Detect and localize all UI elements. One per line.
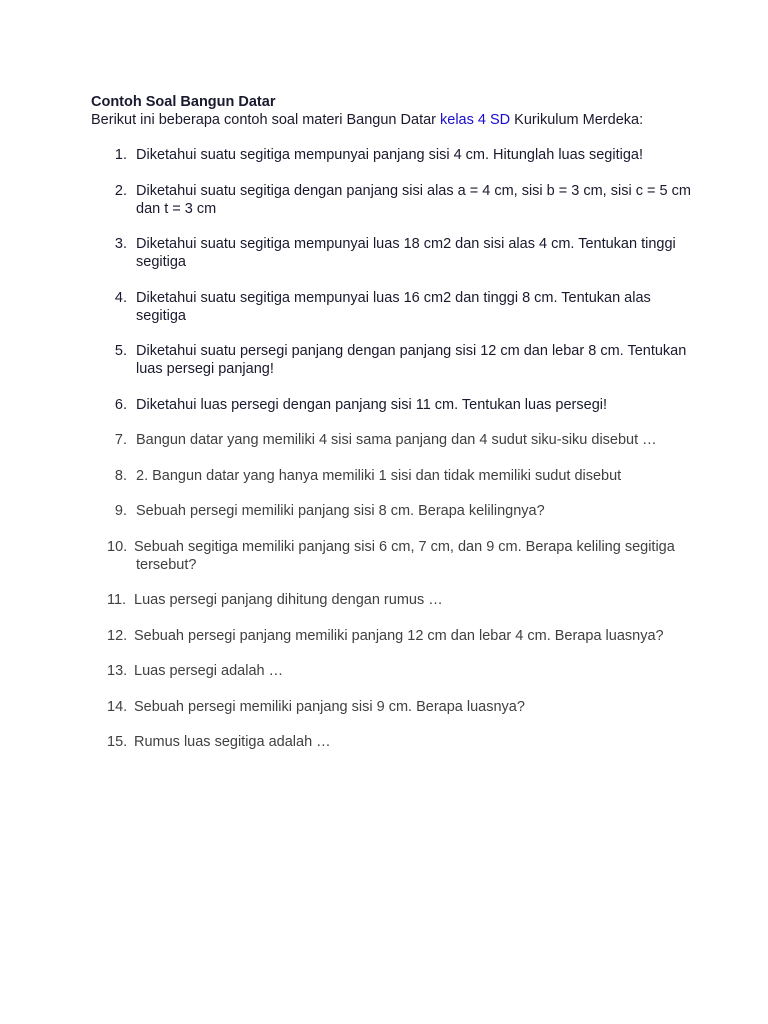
- list-item: [91, 502, 691, 520]
- list-item: [91, 627, 691, 645]
- document-page: [91, 93, 691, 769]
- item-text: Sebuah persegi memiliki panjang sisi 9 cm. Berapa luasnya?: [134, 698, 525, 715]
- list-item: [91, 591, 691, 609]
- list-item: [91, 235, 691, 271]
- item-text: Luas persegi panjang dihitung dengan rumus …: [134, 592, 443, 608]
- item-text: Bangun datar yang memiliki 4 sisi sama panjang dan 4 sudut siku-siku disebut …: [136, 432, 657, 448]
- list-item: [91, 538, 691, 574]
- item-number: 8.: [114, 467, 127, 484]
- item-text: Diketahui suatu segitiga mempunyai panjang sisi 4 cm. Hitunglah luas segitiga!: [136, 147, 643, 163]
- list-item: [91, 467, 691, 485]
- item-number: 3.: [114, 236, 127, 252]
- item-number: 10.: [107, 538, 128, 555]
- item-text: Sebuah persegi memiliki panjang sisi 8 cm. Berapa kelilingnya?: [136, 503, 545, 519]
- list-item: [91, 662, 691, 680]
- item-text: Diketahui suatu segitiga mempunyai luas 16 cm2 dan tinggi 8 cm. Tentukan alas segitiga: [136, 289, 651, 324]
- item-number: 5.: [114, 343, 127, 359]
- item-number: 9.: [114, 503, 127, 519]
- item-number: 4.: [114, 289, 127, 306]
- item-number: 11.: [107, 592, 127, 608]
- item-text: Diketahui suatu segitiga dengan panjang sisi alas a = 4 cm, sisi b = 3 cm, sisi c = 5 cm dan t = 3 cm: [136, 182, 691, 217]
- question-list: [91, 146, 691, 751]
- item-text: Sebuah persegi panjang memiliki panjang 12 cm dan lebar 4 cm. Berapa luasnya?: [134, 627, 664, 644]
- intro-text-before: Berikut ini beberapa contoh soal materi Bangun Datar: [91, 112, 441, 128]
- list-item: [91, 289, 691, 325]
- item-text: 2. Bangun datar yang hanya memiliki 1 sisi dan tidak memiliki sudut disebut: [136, 467, 622, 484]
- item-number: 12.: [107, 627, 128, 644]
- list-item: [91, 396, 691, 414]
- list-item: [91, 342, 691, 378]
- list-item: [91, 146, 691, 164]
- item-text: Rumus luas segitiga adalah …: [134, 734, 331, 750]
- item-text: Diketahui suatu persegi panjang dengan panjang sisi 12 cm dan lebar 8 cm. Tentukan luas persegi panjang!: [136, 343, 687, 377]
- list-item: [91, 182, 691, 218]
- item-number: 2.: [114, 182, 127, 199]
- item-text: Luas persegi adalah …: [134, 663, 284, 679]
- item-number: 1.: [114, 147, 127, 163]
- item-number: 13.: [107, 663, 128, 679]
- item-number: 14.: [107, 698, 128, 715]
- intro-paragraph: [91, 111, 691, 129]
- item-number: 6.: [114, 396, 127, 413]
- page-title: Contoh Soal Bangun Datar: [91, 94, 276, 110]
- item-text: Diketahui suatu segitiga mempunyai luas 18 cm2 dan sisi alas 4 cm. Tentukan tinggi segitiga: [136, 236, 676, 270]
- item-text: Diketahui luas persegi dengan panjang sisi 11 cm. Tentukan luas persegi!: [136, 396, 608, 413]
- kelas-4-sd-link[interactable]: kelas 4 SD: [440, 112, 511, 128]
- item-text: Sebuah segitiga memiliki panjang sisi 6 cm, 7 cm, dan 9 cm. Berapa keliling segitiga tersebut?: [134, 538, 675, 573]
- list-item: [91, 698, 691, 716]
- list-item: [91, 733, 691, 751]
- item-number: 7.: [114, 432, 127, 448]
- list-item: [91, 431, 691, 449]
- item-number: 15.: [107, 734, 128, 750]
- intro-text-after: Kurikulum Merdeka:: [510, 112, 644, 128]
